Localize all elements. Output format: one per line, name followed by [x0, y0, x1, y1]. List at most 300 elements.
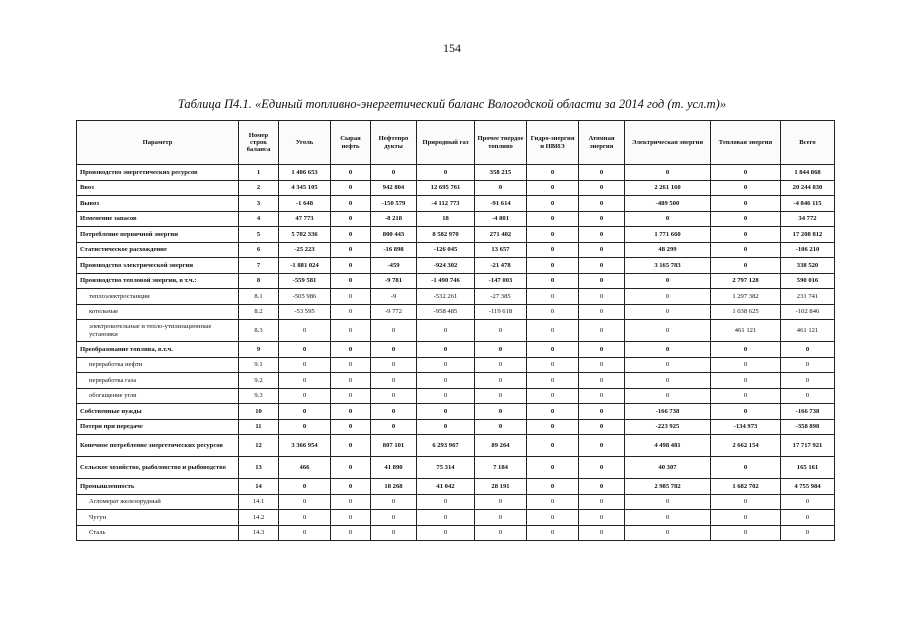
table-row [77, 457, 835, 479]
table-cell: 0 [711, 258, 781, 274]
table-cell: 0 [711, 165, 781, 181]
table-title: Таблица П4.1. «Единый топливно-энергетический баланс Вологодской области за 2014 год (т. усл.т)» [177, 97, 727, 111]
table-cell: 0 [331, 525, 371, 541]
table-cell: 0 [527, 289, 579, 305]
table-cell: 0 [711, 373, 781, 389]
table-cell: 0 [417, 404, 475, 420]
table-cell: 0 [781, 510, 835, 526]
table-cell: 0 [625, 304, 711, 320]
column-header: Параметр [77, 121, 239, 165]
table-cell: 40 307 [625, 457, 711, 479]
table-cell: 47 773 [279, 211, 331, 227]
table-cell: 0 [625, 510, 711, 526]
table-cell: 0 [527, 342, 579, 358]
table-cell: 34 772 [781, 211, 835, 227]
table-cell: 0 [625, 373, 711, 389]
table-cell: 0 [527, 304, 579, 320]
table-row [77, 404, 835, 420]
table-cell: 0 [331, 357, 371, 373]
table-cell: 41 042 [417, 479, 475, 495]
table-cell: 0 [371, 494, 417, 510]
table-cell: 12 695 761 [417, 180, 475, 196]
table-cell: 0 [711, 357, 781, 373]
table-cell: 0 [625, 525, 711, 541]
table-cell: 4 498 481 [625, 435, 711, 457]
table-cell: 0 [331, 320, 371, 342]
row-label: теплоэлектростанции [77, 289, 239, 305]
page-number: 154 [443, 41, 461, 55]
table-cell: 0 [527, 320, 579, 342]
table-cell: 0 [579, 525, 625, 541]
table-cell: 0 [331, 342, 371, 358]
table-row [77, 525, 835, 541]
row-number: 8.1 [239, 289, 279, 305]
table-cell: 0 [417, 388, 475, 404]
table-cell: 48 299 [625, 242, 711, 258]
row-number: 9.3 [239, 388, 279, 404]
row-number: 8 [239, 273, 279, 289]
table-cell: 0 [625, 165, 711, 181]
table-cell: 0 [579, 196, 625, 212]
table-cell: 0 [527, 494, 579, 510]
table-cell: 0 [475, 320, 527, 342]
table-cell: 17 717 921 [781, 435, 835, 457]
row-label: обогащение угля [77, 388, 239, 404]
table-row [77, 289, 835, 305]
table-cell: 461 121 [711, 320, 781, 342]
table-cell: 0 [331, 435, 371, 457]
table-row [77, 373, 835, 389]
table-cell: -106 210 [781, 242, 835, 258]
table-cell: 0 [527, 273, 579, 289]
table-cell: 0 [625, 320, 711, 342]
table-cell: 2 662 154 [711, 435, 781, 457]
table-cell: 0 [331, 258, 371, 274]
table-cell: -532 261 [417, 289, 475, 305]
table-row [77, 180, 835, 196]
table-row [77, 242, 835, 258]
table-cell: 0 [711, 388, 781, 404]
table-cell: 0 [371, 419, 417, 435]
table-cell: 1 682 702 [711, 479, 781, 495]
table-cell: 0 [279, 419, 331, 435]
table-row [77, 227, 835, 243]
column-header: Номер строк баланса [239, 121, 279, 165]
table-cell: 0 [331, 373, 371, 389]
table-cell: 0 [331, 196, 371, 212]
table-cell: 0 [579, 227, 625, 243]
table-cell: 0 [579, 289, 625, 305]
row-number: 12 [239, 435, 279, 457]
table-row [77, 342, 835, 358]
column-header: Уголь [279, 121, 331, 165]
table-cell: 807 101 [371, 435, 417, 457]
table-cell: -91 614 [475, 196, 527, 212]
table-cell: 0 [331, 165, 371, 181]
table-cell: 0 [711, 404, 781, 420]
row-label: электрокотельные и тепло-утилизационные установки [77, 320, 239, 342]
table-cell: 0 [331, 510, 371, 526]
row-number: 14.2 [239, 510, 279, 526]
row-label: Вывоз [77, 196, 239, 212]
table-cell: 0 [475, 180, 527, 196]
table-cell: 0 [331, 479, 371, 495]
table-cell: 0 [331, 494, 371, 510]
table-cell: 0 [331, 242, 371, 258]
row-label: Производство тепловой энергии, в т.ч.: [77, 273, 239, 289]
row-label: Собственные нужды [77, 404, 239, 420]
row-label: Потребление первичной энергии [77, 227, 239, 243]
table-cell: 165 161 [781, 457, 835, 479]
table-cell: 0 [625, 273, 711, 289]
table-cell: 0 [625, 388, 711, 404]
table-cell: 0 [331, 180, 371, 196]
table-cell: 0 [579, 479, 625, 495]
table-cell: 0 [475, 388, 527, 404]
table-cell: -1 648 [279, 196, 331, 212]
table-cell: 0 [579, 165, 625, 181]
row-number: 7 [239, 258, 279, 274]
row-number: 6 [239, 242, 279, 258]
table-cell: 0 [527, 373, 579, 389]
table-cell: -53 595 [279, 304, 331, 320]
table-cell: 0 [417, 525, 475, 541]
row-number: 13 [239, 457, 279, 479]
table-cell: 18 [417, 211, 475, 227]
row-label: Преобразование топлива, в.т.ч. [77, 342, 239, 358]
table-cell: 0 [781, 342, 835, 358]
row-number: 14 [239, 479, 279, 495]
table-cell: -9 781 [371, 273, 417, 289]
table-cell: -27 385 [475, 289, 527, 305]
table-cell: 4 755 984 [781, 479, 835, 495]
table-cell: 0 [579, 419, 625, 435]
table-row [77, 357, 835, 373]
table-cell: -134 973 [711, 419, 781, 435]
row-label: Агломерат железорудный [77, 494, 239, 510]
table-cell: -489 500 [625, 196, 711, 212]
table-row [77, 304, 835, 320]
table-cell: 0 [527, 258, 579, 274]
table-cell: 0 [417, 320, 475, 342]
table-cell: 0 [579, 457, 625, 479]
table-cell: 0 [371, 342, 417, 358]
column-header: Гидро-энергия и НВИЭ [527, 121, 579, 165]
row-label: Производство энергетических ресурсов [77, 165, 239, 181]
table-cell: 0 [331, 211, 371, 227]
table-cell: 2 261 160 [625, 180, 711, 196]
table-cell: -505 986 [279, 289, 331, 305]
row-label: Изменение запасов [77, 211, 239, 227]
row-label: переработка нефти [77, 357, 239, 373]
table-cell: 89 264 [475, 435, 527, 457]
table-row [77, 479, 835, 495]
table-row [77, 510, 835, 526]
table-cell: 0 [579, 435, 625, 457]
table-cell: -8 218 [371, 211, 417, 227]
row-number: 4 [239, 211, 279, 227]
table-cell: 0 [711, 510, 781, 526]
table-cell: 0 [417, 419, 475, 435]
table-cell: 0 [331, 304, 371, 320]
table-cell: 0 [279, 404, 331, 420]
table-row [77, 165, 835, 181]
table-cell: 4 345 105 [279, 180, 331, 196]
table-cell: 0 [475, 510, 527, 526]
column-header: Всего [781, 121, 835, 165]
table-cell: 0 [579, 211, 625, 227]
table-cell: 0 [475, 419, 527, 435]
table-cell: 17 208 812 [781, 227, 835, 243]
table-cell: -4 801 [475, 211, 527, 227]
table-cell: -126 045 [417, 242, 475, 258]
table-cell: 466 [279, 457, 331, 479]
table-cell: -1 881 024 [279, 258, 331, 274]
column-header: Нефтепро дукты [371, 121, 417, 165]
table-cell: 271 402 [475, 227, 527, 243]
table-cell: 0 [711, 457, 781, 479]
table-cell: -4 846 115 [781, 196, 835, 212]
table-cell: 3 366 954 [279, 435, 331, 457]
table-cell: 8 582 970 [417, 227, 475, 243]
table-row [77, 435, 835, 457]
table-cell: 0 [279, 342, 331, 358]
table-cell: -150 579 [371, 196, 417, 212]
table-row [77, 419, 835, 435]
table-cell: -223 925 [625, 419, 711, 435]
table-cell: 0 [475, 404, 527, 420]
table-cell: 0 [711, 525, 781, 541]
table-cell: 0 [579, 388, 625, 404]
table-cell: -102 846 [781, 304, 835, 320]
table-cell: 0 [331, 419, 371, 435]
table-cell: 0 [579, 258, 625, 274]
table-cell: 0 [711, 227, 781, 243]
table-cell: 0 [279, 373, 331, 389]
table-cell: 0 [781, 357, 835, 373]
table-cell: -1 490 746 [417, 273, 475, 289]
balance-table [76, 120, 835, 541]
table-cell: 358 215 [475, 165, 527, 181]
table-cell: 0 [711, 211, 781, 227]
table-cell: 0 [527, 227, 579, 243]
table-cell: -9 [371, 289, 417, 305]
table-cell: 338 520 [781, 258, 835, 274]
column-header: Атомная энергия [579, 121, 625, 165]
table-cell: 461 121 [781, 320, 835, 342]
table-cell: 0 [371, 404, 417, 420]
table-cell: -25 223 [279, 242, 331, 258]
table-cell: 0 [527, 357, 579, 373]
table-cell: 800 443 [371, 227, 417, 243]
table-cell: 3 165 783 [625, 258, 711, 274]
table-cell: 0 [417, 494, 475, 510]
column-header: Сырая нефть [331, 121, 371, 165]
table-cell: 0 [475, 342, 527, 358]
table-cell: 1 844 868 [781, 165, 835, 181]
table-cell: 0 [579, 357, 625, 373]
table-cell: 0 [711, 242, 781, 258]
table-cell: 0 [371, 388, 417, 404]
table-cell: 28 191 [475, 479, 527, 495]
table-cell: 0 [331, 289, 371, 305]
table-cell: 0 [711, 196, 781, 212]
table-cell: 0 [527, 479, 579, 495]
table-cell: -459 [371, 258, 417, 274]
table-cell: 0 [527, 211, 579, 227]
table-cell: -147 003 [475, 273, 527, 289]
table-cell: 0 [475, 357, 527, 373]
table-cell: 0 [475, 525, 527, 541]
table-cell: 0 [279, 320, 331, 342]
table-cell: 0 [579, 373, 625, 389]
table-cell: 20 244 830 [781, 180, 835, 196]
table-cell: 0 [371, 165, 417, 181]
table-cell: 0 [279, 510, 331, 526]
table-cell: 6 293 967 [417, 435, 475, 457]
table-cell: 0 [711, 494, 781, 510]
table-cell: 0 [331, 404, 371, 420]
table-cell: 0 [527, 388, 579, 404]
table-row [77, 320, 835, 342]
table-cell: 0 [475, 373, 527, 389]
table-cell: 0 [527, 404, 579, 420]
table-cell: 0 [331, 388, 371, 404]
table-cell: 0 [625, 357, 711, 373]
table-cell: 1 038 625 [711, 304, 781, 320]
table-cell: 0 [527, 435, 579, 457]
row-label: Конечное потребление энергетических ресурсов [77, 435, 239, 457]
row-number: 10 [239, 404, 279, 420]
table-cell: 0 [331, 273, 371, 289]
row-label: Статистическое расхождение [77, 242, 239, 258]
row-label: Потери при передаче [77, 419, 239, 435]
table-cell: 0 [579, 180, 625, 196]
table-cell: 0 [417, 165, 475, 181]
table-cell: 0 [371, 357, 417, 373]
table-cell: 0 [279, 479, 331, 495]
table-cell: 2 797 128 [711, 273, 781, 289]
row-number: 14.3 [239, 525, 279, 541]
row-label: переработка газа [77, 373, 239, 389]
table-cell: 41 890 [371, 457, 417, 479]
table-cell: 0 [711, 342, 781, 358]
table-cell: 590 016 [781, 273, 835, 289]
row-number: 8.2 [239, 304, 279, 320]
table-cell: 0 [331, 457, 371, 479]
table-cell: 0 [579, 320, 625, 342]
row-number: 5 [239, 227, 279, 243]
table-cell: 0 [417, 373, 475, 389]
table-cell: -958 485 [417, 304, 475, 320]
table-cell: 0 [527, 180, 579, 196]
table-cell: 0 [711, 180, 781, 196]
table-cell: 1 486 653 [279, 165, 331, 181]
row-label: Промышленность [77, 479, 239, 495]
header-row [77, 121, 835, 165]
column-header: Электрическая энергия [625, 121, 711, 165]
table-row [77, 196, 835, 212]
table-cell: 0 [579, 510, 625, 526]
table-cell: 0 [625, 342, 711, 358]
table-cell: 13 657 [475, 242, 527, 258]
table-cell: 0 [279, 357, 331, 373]
table-cell: 0 [579, 304, 625, 320]
table-cell: -16 898 [371, 242, 417, 258]
table-cell: 0 [279, 388, 331, 404]
column-header: Прочее твердое топливо [475, 121, 527, 165]
table-cell: 0 [579, 242, 625, 258]
table-cell: 1 771 660 [625, 227, 711, 243]
table-cell: 0 [371, 320, 417, 342]
table-cell: 2 985 782 [625, 479, 711, 495]
table-row [77, 494, 835, 510]
table-cell: 0 [625, 289, 711, 305]
row-label: Сельское хозяйство, рыболовство и рыбоводство [77, 457, 239, 479]
table-cell: 0 [417, 510, 475, 526]
row-number: 9.2 [239, 373, 279, 389]
table-cell: 0 [527, 510, 579, 526]
row-number: 2 [239, 180, 279, 196]
table-cell: 0 [579, 494, 625, 510]
table-cell: 231 741 [781, 289, 835, 305]
table-cell: -9 772 [371, 304, 417, 320]
table-cell: -924 302 [417, 258, 475, 274]
row-label: Ввоз [77, 180, 239, 196]
table-cell: -166 738 [781, 404, 835, 420]
table-row [77, 211, 835, 227]
table-cell: -4 112 773 [417, 196, 475, 212]
row-label: котельные [77, 304, 239, 320]
table-cell: 0 [279, 525, 331, 541]
table-cell: 0 [371, 510, 417, 526]
table-cell: 0 [625, 494, 711, 510]
table-cell: 0 [527, 196, 579, 212]
row-label: Производство электрической энергии [77, 258, 239, 274]
table-cell: 0 [579, 342, 625, 358]
table-cell: 0 [417, 357, 475, 373]
table-cell: 0 [527, 419, 579, 435]
table-cell: 0 [527, 525, 579, 541]
column-header: Природный газ [417, 121, 475, 165]
table-cell: 7 184 [475, 457, 527, 479]
table-cell: 5 782 336 [279, 227, 331, 243]
table-cell: 0 [625, 211, 711, 227]
table-cell: -559 581 [279, 273, 331, 289]
table-cell: 0 [527, 242, 579, 258]
table-row [77, 273, 835, 289]
table-cell: 18 268 [371, 479, 417, 495]
table-row [77, 258, 835, 274]
table-row [77, 388, 835, 404]
table-header [77, 121, 835, 165]
table-cell: 0 [371, 525, 417, 541]
table-cell: 0 [475, 494, 527, 510]
table-cell: 0 [371, 373, 417, 389]
table-cell: 0 [527, 457, 579, 479]
row-number: 8.3 [239, 320, 279, 342]
table-cell: -358 898 [781, 419, 835, 435]
row-number: 9 [239, 342, 279, 358]
table-cell: 0 [781, 494, 835, 510]
table-cell: 942 804 [371, 180, 417, 196]
table-cell: 0 [781, 525, 835, 541]
table-cell: -119 618 [475, 304, 527, 320]
table-cell: -21 478 [475, 258, 527, 274]
table-cell: 0 [579, 404, 625, 420]
row-number: 14.1 [239, 494, 279, 510]
row-label: Сталь [77, 525, 239, 541]
